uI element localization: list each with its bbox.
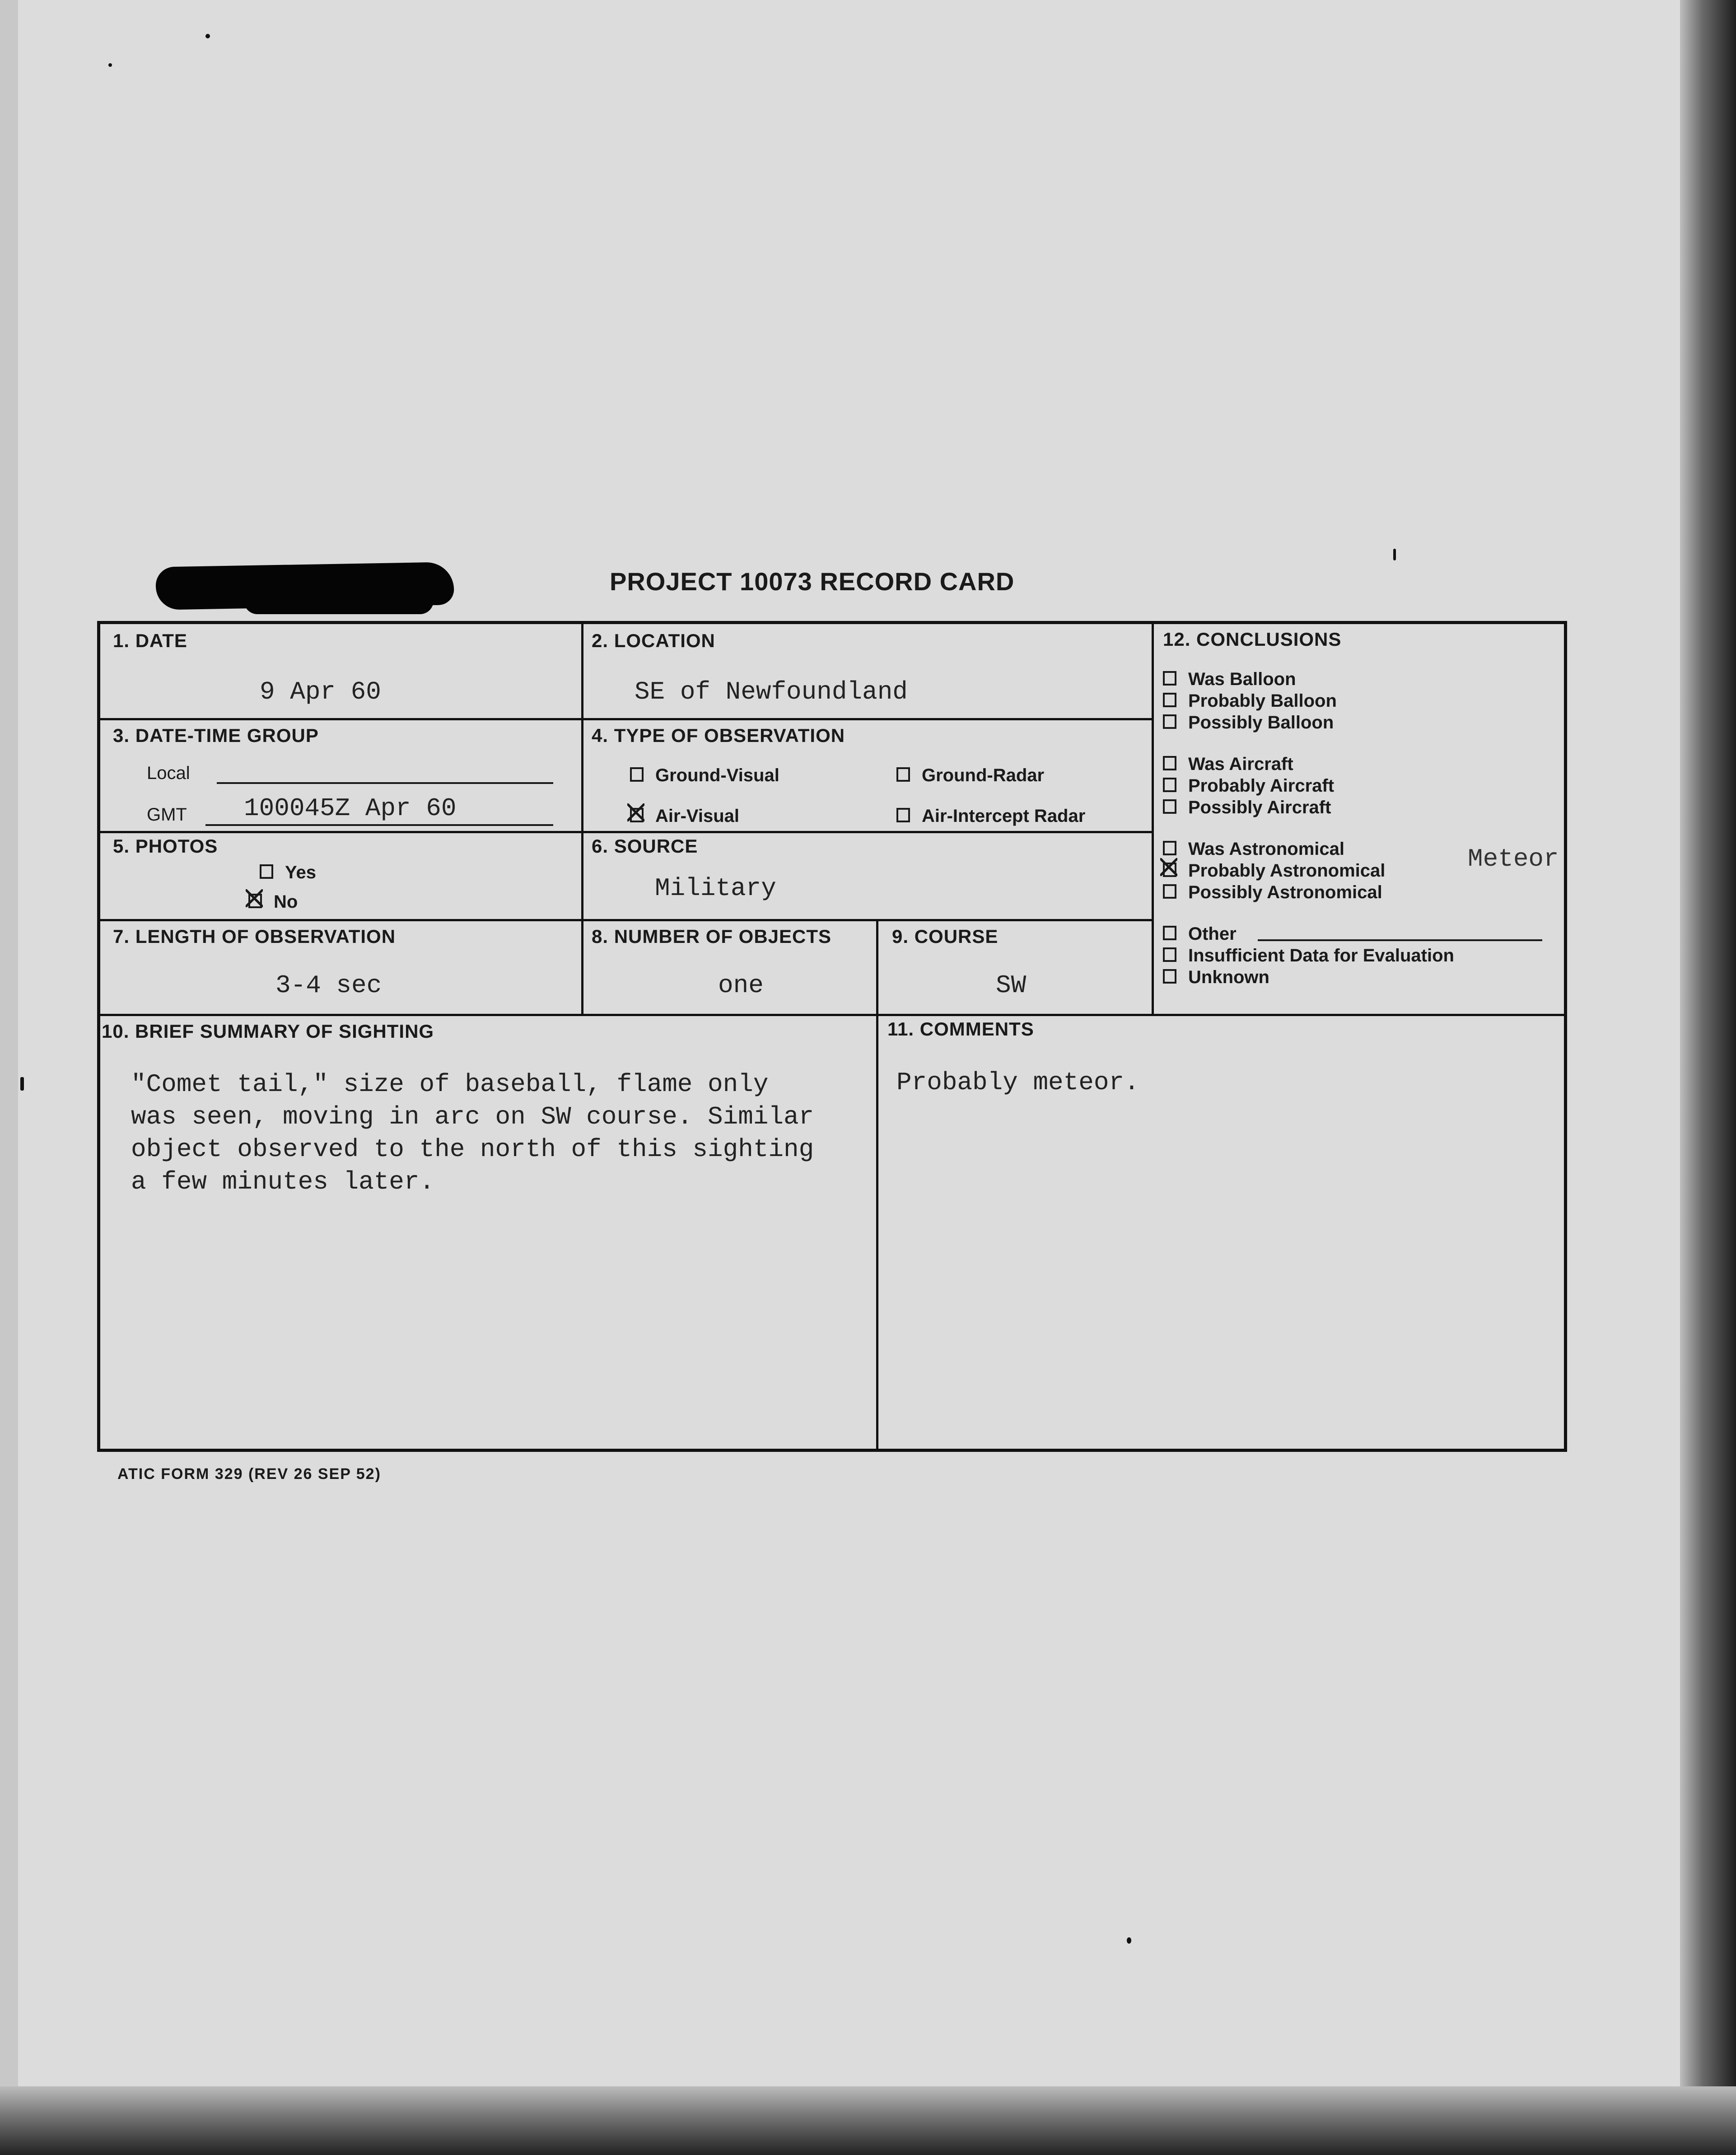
date-label: 1. DATE [113, 630, 187, 651]
conclusion-insufficient-data[interactable]: Insufficient Data for Evaluation [1163, 945, 1454, 966]
checkbox-icon [1163, 778, 1176, 792]
option-ground-radar[interactable]: Ground-Radar [896, 765, 1044, 786]
source-value: Military [655, 874, 776, 903]
speck [1127, 1937, 1131, 1944]
option-photos-yes[interactable]: Yes [260, 863, 316, 883]
speck [20, 1077, 24, 1091]
speck [108, 63, 112, 67]
conclusion-other[interactable]: Other [1163, 923, 1454, 945]
local-label: Local [147, 763, 190, 783]
number-label: 8. NUMBER OF OBJECTS [592, 926, 832, 947]
gmt-underline [205, 824, 553, 826]
checkbox-icon [1163, 841, 1176, 855]
checked-box-icon [630, 808, 644, 822]
divider [581, 623, 583, 1016]
dtg-label: 3. DATE-TIME GROUP [113, 725, 319, 746]
option-ground-visual[interactable]: Ground-Visual [630, 765, 779, 786]
checkbox-icon [1163, 693, 1176, 707]
checkbox-icon [1163, 671, 1176, 686]
conclusion-probably-astronomical[interactable]: Probably Astronomical [1163, 860, 1454, 882]
divider [876, 919, 878, 1016]
course-label: 9. COURSE [892, 926, 999, 947]
conclusion-was-balloon[interactable]: Was Balloon [1163, 668, 1454, 690]
comments-label: 11. COMMENTS [887, 1018, 1034, 1040]
checkbox-icon [1163, 947, 1176, 962]
comments-value: Probably meteor. [896, 1068, 1139, 1097]
local-underline [217, 782, 553, 784]
conclusion-probably-aircraft[interactable]: Probably Aircraft [1163, 775, 1454, 797]
option-photos-no[interactable]: No [248, 892, 298, 912]
divider [99, 1014, 1565, 1016]
speck [205, 34, 210, 38]
course-value: SW [996, 971, 1027, 1000]
gmt-value: 100045Z Apr 60 [244, 794, 457, 823]
option-air-intercept-radar[interactable]: Air-Intercept Radar [896, 806, 1085, 826]
location-label: 2. LOCATION [592, 630, 715, 651]
summary-text [131, 1068, 876, 1198]
checkbox-icon [896, 808, 910, 822]
summary-label: 10. BRIEF SUMMARY OF SIGHTING [102, 1021, 434, 1042]
conclusion-was-astronomical[interactable]: Was Astronomical [1163, 838, 1454, 860]
checkbox-icon [1163, 714, 1176, 729]
conclusion-was-aircraft[interactable]: Was Aircraft [1163, 753, 1454, 775]
location-value: SE of Newfoundland [635, 677, 908, 706]
checked-box-icon [1163, 863, 1176, 877]
divider [99, 718, 1154, 720]
divider [1152, 623, 1154, 1016]
checkbox-icon [1163, 926, 1176, 940]
date-value: 9 Apr 60 [260, 677, 381, 706]
checked-box-icon [248, 894, 262, 908]
summary-line: was seen, moving in arc on SW course. Similar [131, 1102, 814, 1131]
card-title: PROJECT 10073 RECORD CARD [610, 567, 1015, 596]
scan-right-edge [1680, 0, 1736, 2155]
conclusions-label: 12. CONCLUSIONS [1163, 629, 1342, 650]
conclusion-possibly-balloon[interactable]: Possibly Balloon [1163, 712, 1454, 733]
checkbox-icon [1163, 799, 1176, 814]
option-air-visual[interactable]: Air-Visual [630, 806, 739, 826]
checkbox-icon [260, 864, 273, 879]
checkbox-icon [1163, 884, 1176, 899]
scan-bottom-edge [0, 2086, 1736, 2155]
scan-left-edge [0, 0, 18, 2155]
conclusion-probably-balloon[interactable]: Probably Balloon [1163, 690, 1454, 712]
checkbox-icon [630, 767, 644, 782]
observation-type-label: 4. TYPE OF OBSERVATION [592, 725, 845, 746]
checkbox-icon [896, 767, 910, 782]
summary-line: "Comet tail," size of baseball, flame only [131, 1070, 769, 1099]
divider [99, 831, 1154, 833]
source-label: 6. SOURCE [592, 835, 698, 857]
conclusion-unknown[interactable]: Unknown [1163, 966, 1454, 988]
length-value: 3-4 sec [275, 971, 382, 1000]
conclusion-note: Meteor [1468, 844, 1559, 873]
divider [99, 919, 1154, 921]
gmt-label: GMT [147, 805, 187, 825]
summary-line: a few minutes later. [131, 1167, 435, 1196]
speck [1393, 549, 1396, 560]
number-value: one [718, 971, 764, 1000]
conclusion-possibly-astronomical[interactable]: Possibly Astronomical [1163, 882, 1454, 903]
summary-line: object observed to the north of this sighting [131, 1135, 814, 1164]
redaction-mark [244, 587, 434, 614]
checkbox-icon [1163, 969, 1176, 984]
form-footer: ATIC FORM 329 (REV 26 SEP 52) [117, 1465, 381, 1483]
checkbox-icon [1163, 756, 1176, 770]
conclusion-possibly-aircraft[interactable]: Possibly Aircraft [1163, 797, 1454, 818]
other-underline [1258, 939, 1542, 941]
photos-label: 5. PHOTOS [113, 835, 218, 857]
length-label: 7. LENGTH OF OBSERVATION [113, 926, 396, 947]
